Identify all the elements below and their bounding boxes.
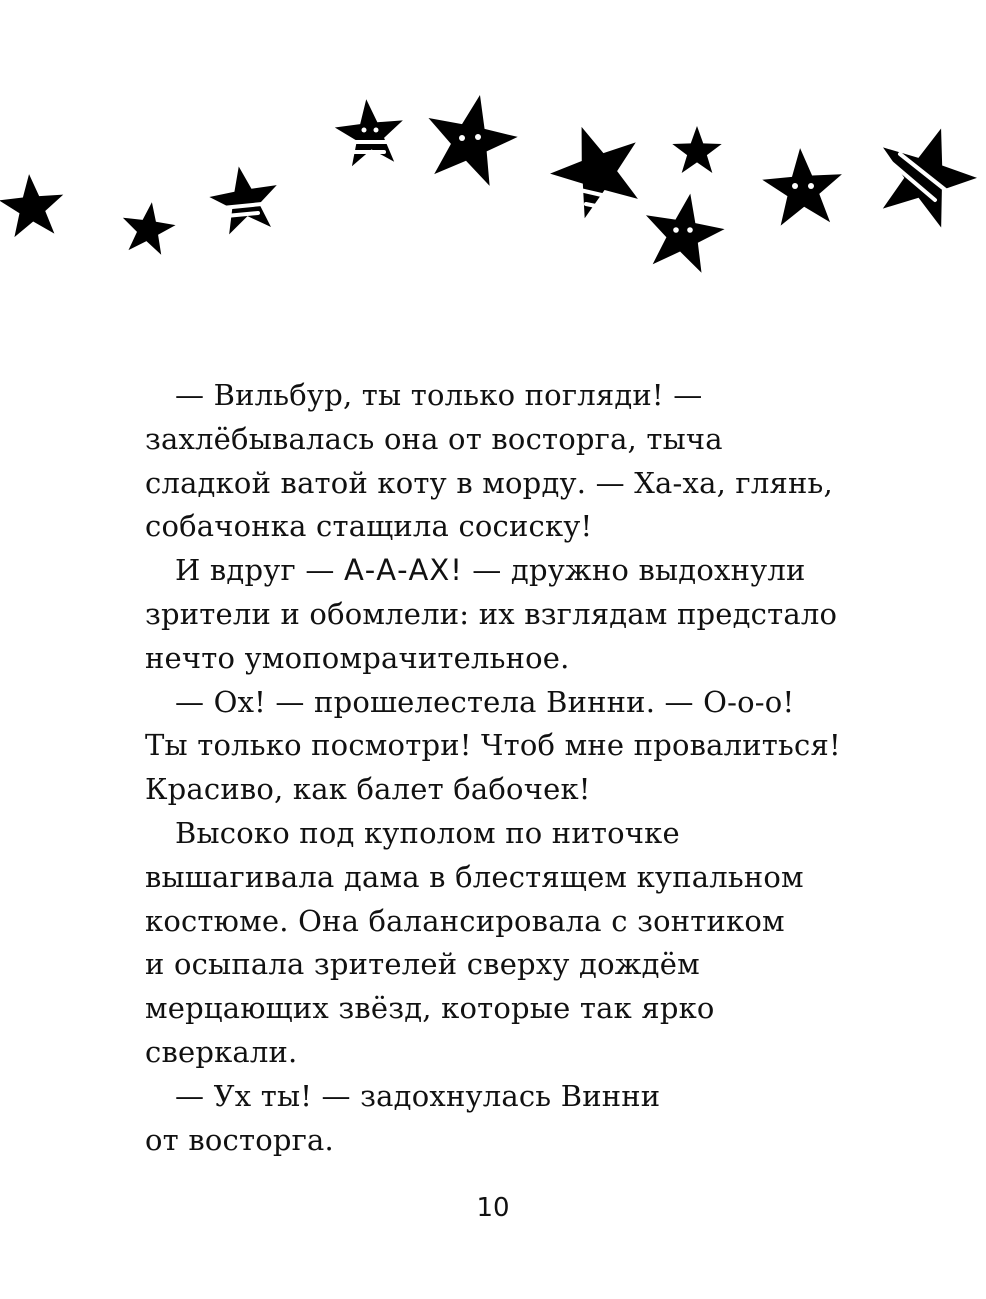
- text-fragment: — дружно выдохнули: [462, 553, 806, 588]
- text-line: мерцающих звёзд, которые так ярко: [145, 991, 715, 1026]
- text-line: [145, 549, 885, 593]
- text-line: Высоко под куполом по ниточке: [175, 815, 680, 850]
- text-line: Красиво, как балет бабочек!: [145, 772, 591, 807]
- text-line: — Ух ты! — задохнулась Винни: [175, 1078, 661, 1113]
- text-fragment: И вдруг —: [175, 553, 344, 588]
- story-text: [145, 374, 885, 1162]
- text-line: собачонка стащила сосиску!: [145, 509, 593, 544]
- text-line: нечто умопомрачительное.: [145, 640, 570, 675]
- shout-text: А-А-АХ!: [343, 553, 463, 588]
- text-line: вышагивала дама в блестящем купальном: [145, 859, 804, 894]
- text-line: и осыпала зрителей сверху дождём: [145, 947, 700, 982]
- stars-garland-icon: [0, 80, 986, 310]
- text-line: зрители и обомлели: их взглядам предстало: [145, 596, 838, 631]
- text-line: сверкали.: [145, 1034, 298, 1069]
- text-line: Ты только посмотри! Чтоб мне провалиться!: [145, 728, 841, 763]
- text-line: от восторга.: [145, 1122, 334, 1157]
- text-line: захлёбывалась она от восторга, тыча: [145, 421, 723, 456]
- text-line: костюме. Она балансировала с зонтиком: [145, 903, 785, 938]
- text-line: — Вильбур, ты только погляди! —: [175, 378, 703, 412]
- text-line: — Ох! — прошелестела Винни. — О-о-о!: [175, 684, 795, 719]
- text-line: сладкой ватой коту в морду. — Ха-ха, глянь,: [145, 465, 833, 500]
- page-number: 10: [476, 1193, 510, 1223]
